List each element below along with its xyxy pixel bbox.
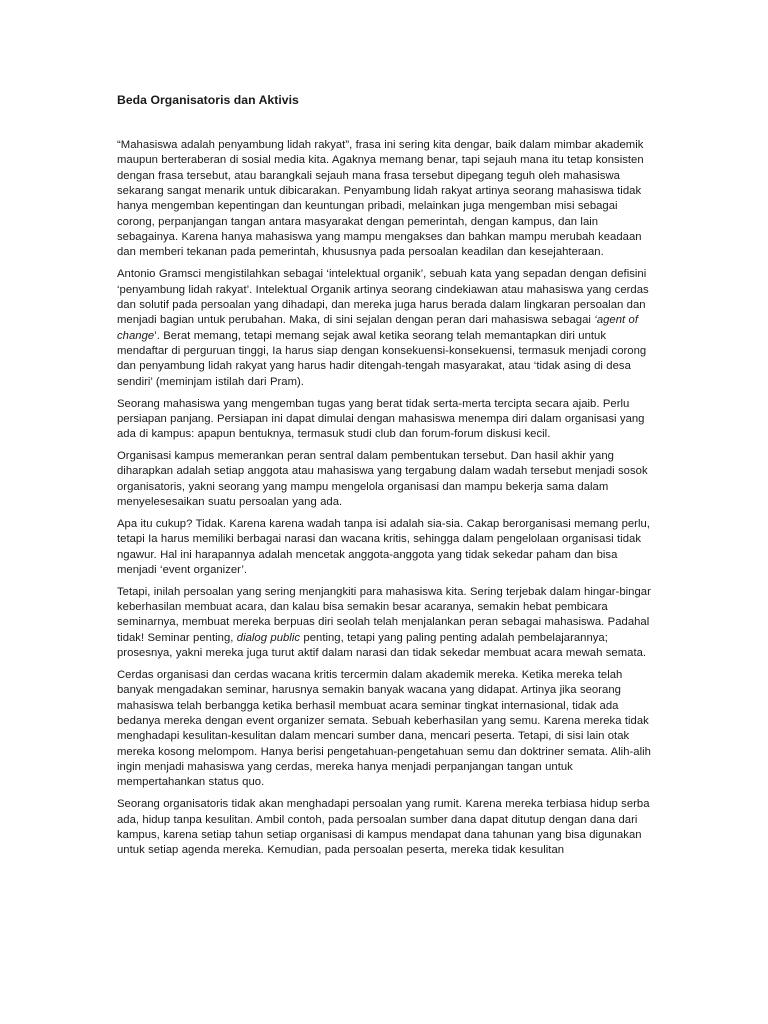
paragraph-4 xyxy=(117,449,653,510)
paragraph-8 xyxy=(117,797,653,858)
paragraph-2 xyxy=(117,267,653,390)
paragraph-text: ’. Berat memang, tetapi memang sejak awal ketika seorang telah memantapkan diri untuk mendaftar di perguruan tinggi, Ia harus siap dengan konsekuensi-konsekuensi, termasuk menjadi corong dan penyambung lidah rakyat yang harus hadir ditengah-tengah masyarakat, atau ‘tidak asing di desa sendiri’ (meminjam istilah dari Pram). xyxy=(117,329,647,388)
document-title: Beda Organisatoris dan Aktivis xyxy=(117,93,299,107)
paragraph-3 xyxy=(117,397,653,443)
paragraph-text: Seorang organisatoris tidak akan menghadapi persoalan yang rumit. Karena mereka terbiasa hidup serba ada, hidup tanpa kesulitan. Ambil contoh, pada persoalan sumber dana dapat ditutup dengan dana dari kampus, karena setiap tahun setiap organisasi di kampus mendapat dana tahunan yang bisa digunakan untuk setiap agenda mereka. Kemudian, pada persoalan peserta, mereka tidak kesulitan xyxy=(117,798,650,857)
paragraph-italic-text: ‘agent of change xyxy=(117,314,639,342)
paragraph-italic-text: dialog public xyxy=(236,631,301,644)
paragraph-text: penting, tetapi yang paling penting adalah pembelajarannya; prosesnya, yakni mereka juga turut aktif dalam narasi dan tidak sekedar membuat acara mewah semata. xyxy=(117,631,647,660)
paragraph-5 xyxy=(117,517,653,578)
paragraph-text: Organisasi kampus memerankan peran sentral dalam pembentukan tersebut. Dan hasil akhir yang diharapkan adalah setiap anggota atau mahasiswa yang tergabung dalam wadah tersebut menjadi sosok organisatoris, yakni seorang yang mampu mengelola organisasi dan mampu bekerja sama dalam menyelesesaikan suatu persoalan yang ada. xyxy=(117,450,648,509)
paragraph-text: Seorang mahasiswa yang mengemban tugas yang berat tidak serta-merta tercipta secara ajaib. Perlu persiapan panjang. Persiapan ini dapat dimulai dengan mahasiswa menempa diri dalam organisasi yang ada di kampus: apapun bentuknya, termasuk studi club dan forum-forum diskusi kecil. xyxy=(117,397,645,441)
paragraph-text: Cerdas organisasi dan cerdas wacana kritis tercermin dalam akademik mereka. Ketika mereka telah banyak mengadakan seminar, harusnya semakin banyak wacana yang didapat. Artinya jika seorang mahasiswa telah berbangga ketika berhasil membuat acara seminar tingkat internasional, tidak ada bedanya mereka dengan event organizer semata. Sebuah keberhasilan yang semu. Karena mereka tidak menghadapi kesulitan-kesulitan dalam mencari sumber dana, mencari peserta. Tetapi, di sisi lain otak mereka kosong melompom. Hanya berisi pengetahuan-pengetahuan semu dan doktriner semata. Alih-alih ingin menjadi mahasiswa yang cerdas, mereka hanya menjadi perpanjangan tangan untuk mempertahankan status quo. xyxy=(117,669,651,789)
paragraph-text: Antonio Gramsci mengistilahkan sebagai ‘intelektual organik’, sebuah kata yang sepadan dengan defisini ‘penyambung lidah rakyat’. Intelektual Organik artinya seorang cindekiawan atau mahasiswa yang cerdas dan solutif pada persoalan yang dihadapi, dan mereka juga harus berada dalam lingkaran persoalan dan menjadi bagian untuk perubahan. Maka, di sini sejalan dengan peran dari mahasiswa sebagai xyxy=(117,268,649,327)
paragraph-text: Apa itu cukup? Tidak. Karena karena wadah tanpa isi adalah sia-sia. Cakap berorganisasi memang perlu, tetapi Ia harus memiliki berbagai narasi dan wacana kritis, sehingga dalam pengelolaan organisasi tidak ngawur. Hal ini harapannya adalah mencetak anggota-anggota yang tidak sekedar paham dan bisa menjadi ‘event organizer’. xyxy=(117,517,650,576)
paragraph-1 xyxy=(117,138,653,261)
paragraph-6 xyxy=(117,585,653,662)
document-body xyxy=(117,92,653,865)
paragraph-7 xyxy=(117,668,653,791)
paragraph-text: “Mahasiswa adalah penyambung lidah rakyat”, frasa ini sering kita dengar, baik dalam mimbar akademik maupun berteraberan di sosial media kita. Agaknya memang benar, tapi sejauh mana itu tetap konsisten dengan frasa tersebut, atau barangkali sejauh mana frasa tersebut dipegang teguh oleh mahasiswa sekarang sangat menarik untuk dibicarakan. Penyambung lidah rakyat artinya seorang mahasiswa tidak hanya mengemban kepentingan dan keuntungan pribadi, melainkan juga mengemban misi sebagai corong, perpanjangan tangan antara masyarakat dengan pemerintah, dengan kampus, dan lain sebagainya. Karena hanya mahasiswa yang mampu mengakses dan bahkan mampu merubah keadaan dan memberi tekanan pada pemerintah, khususnya pada persoalan keadilan dan kesejahteraan. xyxy=(117,139,644,259)
paragraph-text: Tetapi, inilah persoalan yang sering menjangkiti para mahasiswa kita. Sering terjebak dalam hingar-bingar keberhasilan membuat acara, dan kalau bisa semakin besar acaranya, semakin hebat pembicara seminarnya, membuat mereka berpuas diri seolah telah menjalankan peran sebagai mahasiswa. Padahal tidak! Seminar penting, xyxy=(117,585,651,644)
